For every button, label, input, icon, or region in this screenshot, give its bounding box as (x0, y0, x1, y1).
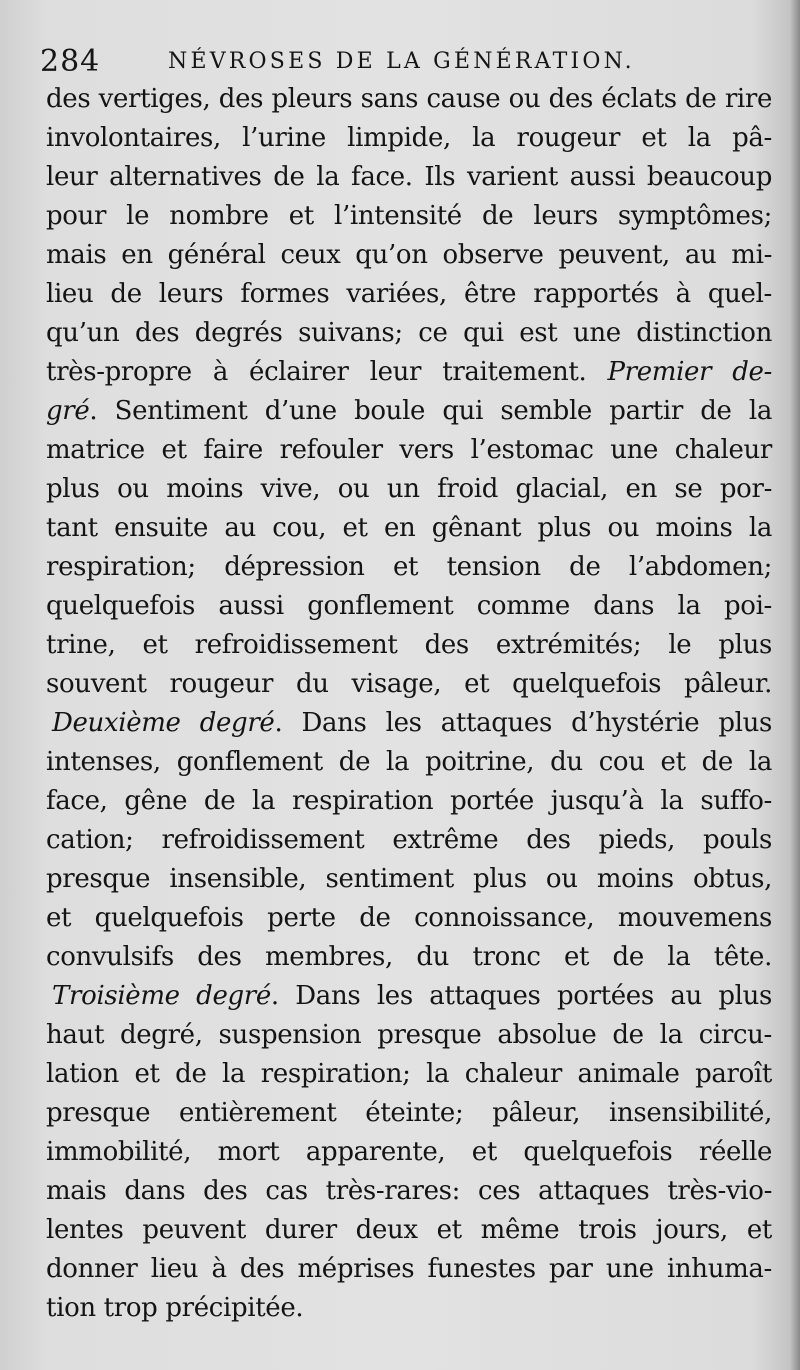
text-line: presque entièrement éteinte; pâleur, insensibilité, (46, 1098, 772, 1128)
text-line: souvent rougeur du visage, et quelquefois pâleur. (46, 669, 772, 699)
degree-heading-1: Premier de- (607, 357, 772, 387)
text-line: gré. Sentiment d’une boule qui semble partir de la (46, 396, 772, 426)
text-line: cation; refroidissement extrême des pieds, pouls (46, 825, 772, 855)
body-text (46, 80, 772, 1328)
running-title: NÉVROSES DE LA GÉNÉRATION. (168, 49, 635, 74)
text-line: lentes peuvent durer deux et même trois jours, et (46, 1215, 772, 1245)
text-line: respiration; dépression et tension de l’abdomen; (46, 552, 772, 582)
text-line: haut degré, suspension presque absolue de la circu- (46, 1020, 772, 1050)
text-line: matrice et faire refouler vers l’estomac une chaleur (46, 435, 772, 465)
text-line: mais dans des cas très-rares: ces attaques très-vio- (46, 1176, 772, 1206)
text-line: des vertiges, des pleurs sans cause ou des éclats de rire (46, 84, 772, 114)
text-line: trine, et refroidissement des extrémités; le plus (46, 630, 772, 660)
text-line: leur alternatives de la face. Ils varient aussi beaucoup (46, 162, 772, 192)
text-line: tion trop précipitée. (46, 1293, 304, 1323)
text-line: donner lieu à des méprises funestes par une inhuma- (46, 1254, 772, 1284)
degree-heading-3: Troisième degré (52, 981, 271, 1011)
degree-heading-2: Deuxième degré (52, 708, 275, 738)
text-line: presque insensible, sentiment plus ou moins obtus, (46, 864, 772, 894)
text-line: involontaires, l’urine limpide, la rougeur et la pâ- (46, 123, 772, 153)
text-line: mais en général ceux qu’on observe peuvent, au mi- (46, 240, 772, 270)
text-line: très-propre à éclairer leur traitement. Premier de- (46, 357, 772, 387)
page-edge-shadow (790, 0, 800, 1370)
text-line: plus ou moins vive, ou un froid glacial, en se por- (46, 474, 772, 504)
text-line: lation et de la respiration; la chaleur animale paroît (46, 1059, 772, 1089)
text-line: et quelquefois perte de connoissance, mouvemens (46, 903, 772, 933)
degree-heading-1-end: gré (46, 396, 90, 426)
text-line: tant ensuite au cou, et en gênant plus ou moins la (46, 513, 772, 543)
text-line: Troisième degré. Dans les attaques portées au plus (52, 981, 772, 1011)
text-line: convulsifs des membres, du tronc et de la tête. (46, 942, 772, 972)
text-line: lieu de leurs formes variées, être rapportés à quel- (46, 279, 772, 309)
text-line: pour le nombre et l’intensité de leurs symptômes; (46, 201, 772, 231)
text-line: quelquefois aussi gonflement comme dans la poi- (46, 591, 772, 621)
text-line: qu’un des degrés suivans; ce qui est une distinction (46, 318, 772, 348)
page-header (40, 40, 770, 84)
text-line: Deuxième degré. Dans les attaques d’hystérie plus (52, 708, 772, 738)
text-line: immobilité, mort apparente, et quelquefois réelle (46, 1137, 772, 1167)
page-number: 284 (40, 44, 101, 79)
text-line: face, gêne de la respiration portée jusqu’à la suffo- (46, 786, 772, 816)
text-line: intenses, gonflement de la poitrine, du cou et de la (46, 747, 772, 777)
